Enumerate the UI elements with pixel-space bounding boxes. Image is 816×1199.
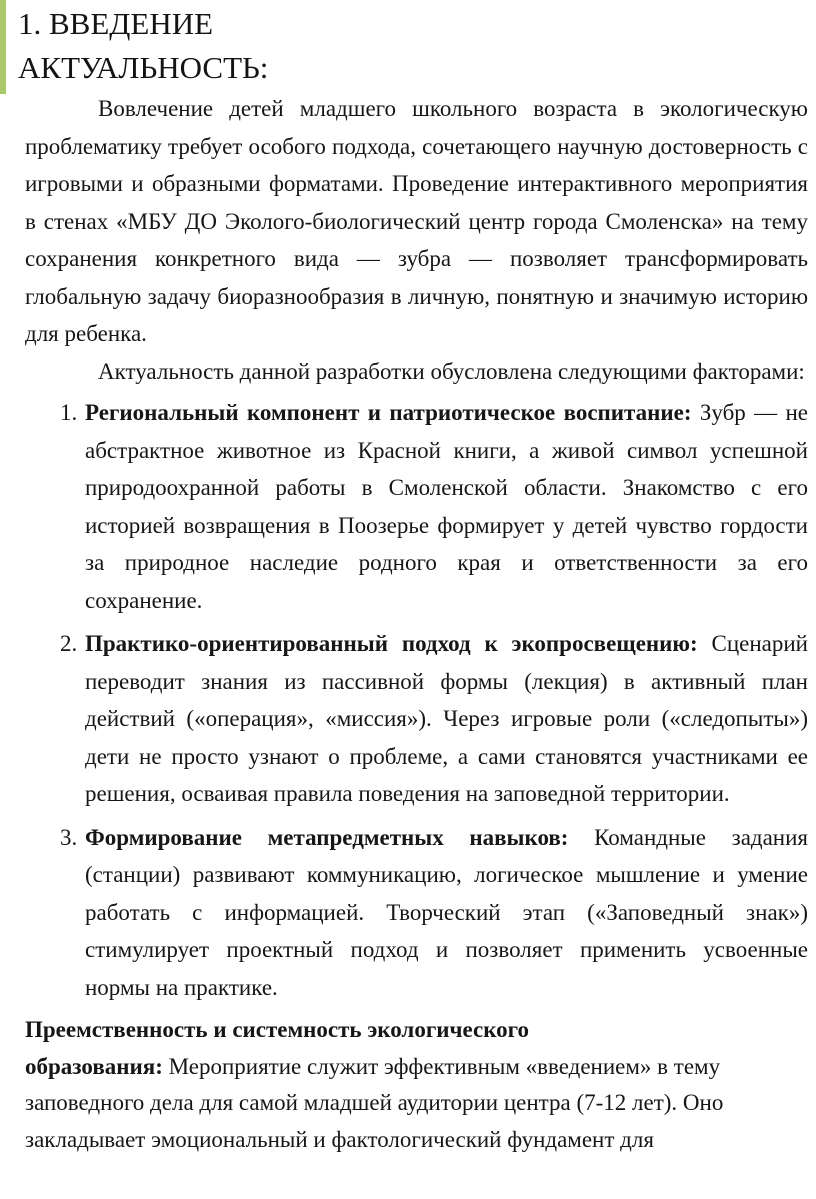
- subsection-heading: АКТУАЛЬНОСТЬ:: [18, 50, 269, 85]
- list-item-regional: [25, 394, 808, 619]
- list-item-text: Командные задания (станции) развивают коммуникацию, логическое мышление и умение работать с информацией. Творческий этап («Заповедный знак») стимулирует проектный подход и позволяет применить усвоенные нормы на практике.: [85, 824, 809, 1000]
- list-item-text: Зубр — не абстрактное животное из Красной книги, а живой символ успешной природоохранной работы в Смоленской области. Знакомство с его историей возвращения в Поозерье формирует у детей чувство гордости за природное наследие родного края и ответственности за его сохранение.: [85, 400, 808, 613]
- list-item-text: Сценарий переводит знания из пассивной формы (лекция) в активный план действий («операция», «миссия»). Через игровые роли («следопыты») дети не просто узнают о проблеме, а сами становятся участниками ее решения, осваивая правила поведения на заповедной территории.: [85, 631, 808, 806]
- closing-paragraph: [25, 1012, 808, 1158]
- heading-accent-bar: [0, 0, 6, 94]
- closing-bold-line1: Преемственность и системность экологического: [25, 1017, 530, 1042]
- closing-text: Мероприятие служит эффективным «введением» в тему заповедного дела для самой младшей аудитории центра (7-12 лет). Оно закладывает эмоциональный и фактологический фундамент для: [25, 1053, 724, 1152]
- closing-bold-line2: образования:: [25, 1053, 163, 1079]
- list-item-metaskills: [25, 819, 808, 1007]
- section-heading: 1. ВВЕДЕНИЕ: [18, 6, 214, 41]
- list-item-lead: Региональный компонент и патриотическое воспитание:: [85, 400, 692, 425]
- factors-list: [25, 394, 808, 1006]
- list-item-body: [85, 819, 808, 1007]
- factors-paragraph: Актуальность данной разработки обусловлена следующими факторами:: [98, 358, 805, 384]
- list-item-body: [85, 625, 808, 813]
- list-item-lead: Формирование метапредметных навыков:: [85, 824, 569, 850]
- list-item-number: 1.: [60, 400, 78, 425]
- document-body: [0, 90, 816, 1158]
- list-item-number: 3.: [60, 824, 78, 850]
- intro-paragraph: Вовлечение детей младшего школьного возраста в экологическую проблематику требует особого подхода, сочетающего научную достоверность с игровыми и образными форматами. Проведение интерактивного мероприятия в стенах «МБУ ДО Эколого-биологический центр города Смоленска» на тему сохранения конкретного вида — зубра — позволяет трансформировать глобальную задачу биоразнообразия в личную, понятную и значимую историю для ребенка.: [25, 96, 808, 346]
- list-item-lead: Практико-ориентированный подход к экопросвещению:: [85, 631, 698, 656]
- list-item-body: [85, 394, 808, 619]
- list-item-practice: [25, 625, 808, 813]
- document-heading: [0, 0, 816, 90]
- list-item-number: 2.: [60, 631, 78, 656]
